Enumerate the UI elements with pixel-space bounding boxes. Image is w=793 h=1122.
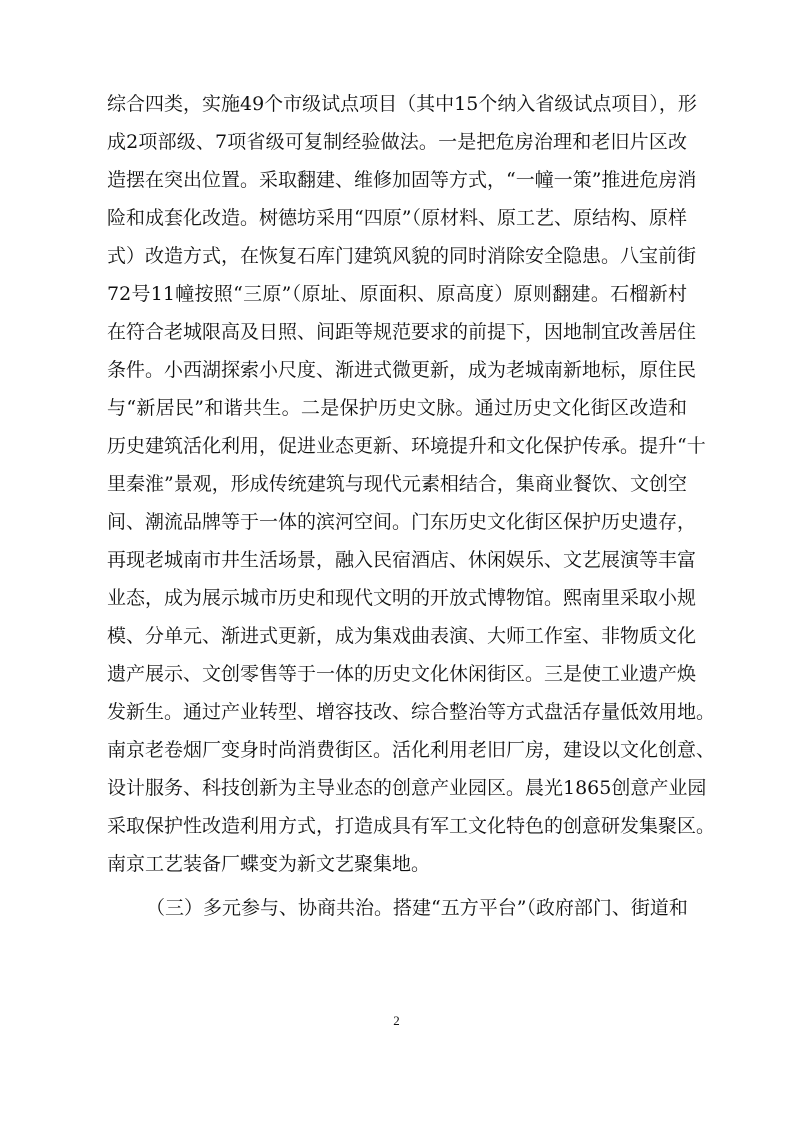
body-text-line: 险和成套化改造。树德坊采用“四原”（原材料、原工艺、原结构、原样 <box>107 207 687 229</box>
body-text-line: 条件。小西湖探索小尺度、渐进式微更新，成为老城南新地标，原住民 <box>107 359 697 381</box>
body-text-line: 间、潮流品牌等于一体的滨河空间。门东历史文化街区保护历史遗存， <box>107 511 697 533</box>
body-text-line: 在符合老城限高及日照、间距等规范要求的前提下，因地制宜改善居住 <box>107 321 697 343</box>
body-text-line: 成2项部级、7项省级可复制经验做法。一是把危房治理和老旧片区改 <box>107 131 687 153</box>
body-text-line: 采取保护性改造利用方式，打造成具有军工文化特色的创意研发集聚区。 <box>107 815 716 837</box>
body-text-line: 设计服务、科技创新为主导业态的创意产业园区。晨光1865创意产业园 <box>107 777 707 799</box>
body-text-line: 模、分单元、渐进式更新，成为集戏曲表演、大师工作室、非物质文化 <box>107 625 697 647</box>
body-text-line: 综合四类，实施49个市级试点项目（其中15个纳入省级试点项目），形 <box>107 93 697 115</box>
body-text-line: 72号11幢按照“三原”（原址、原面积、原高度）原则翻建。石榴新村 <box>107 283 687 305</box>
body-text-line: 遗产展示、文创零售等于一体的历史文化休闲街区。三是使工业遗产焕 <box>107 663 697 685</box>
body-text-line: 历史建筑活化利用，促进业态更新、环境提升和文化保护传承。提升“十 <box>107 435 706 457</box>
body-text-line: 南京工艺装备厂蝶变为新文艺聚集地。 <box>107 853 431 875</box>
body-text-line: 式）改造方式，在恢复石库门建筑风貌的同时消除安全隐患。八宝前街 <box>107 245 697 267</box>
page-number: 2 <box>393 1013 400 1028</box>
body-text-line: 与“新居民”和谐共生。二是保护历史文脉。通过历史文化街区改造和 <box>107 397 687 419</box>
body-text-line: 业态，成为展示城市历史和现代文明的开放式博物馆。熙南里采取小规 <box>107 587 697 609</box>
body-text-line: 再现老城南市井生活场景，融入民宿酒店、休闲娱乐、文艺展演等丰富 <box>107 549 697 571</box>
body-text-line: 南京老卷烟厂变身时尚消费街区。活化利用老旧厂房，建设以文化创意、 <box>107 739 716 761</box>
body-text-line: 里秦淮”景观，形成传统建筑与现代元素相结合，集商业餐饮、文创空 <box>107 473 687 495</box>
body-text-line: 造摆在突出位置。采取翻建、维修加固等方式，“一幢一策”推进危房消 <box>107 169 697 191</box>
section-heading-line: （三）多元参与、协商共治。搭建“五方平台”（政府部门、街道和 <box>146 897 688 919</box>
body-text-line: 发新生。通过产业转型、增容技改、综合整治等方式盘活存量低效用地。 <box>107 701 716 723</box>
